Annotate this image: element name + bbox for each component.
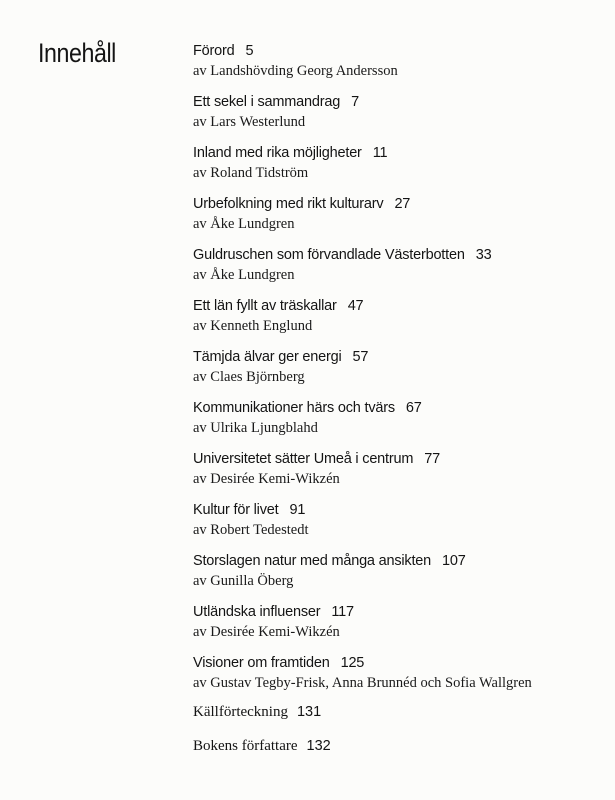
page-number: 33: [475, 247, 492, 263]
chapter-title: Förord: [193, 43, 235, 59]
chapter-title: Universitetet sätter Umeå i centrum: [193, 451, 414, 467]
chapter-author: av Robert Tedestedt: [193, 522, 309, 538]
chapter-title: Kultur för livet: [193, 502, 279, 518]
toc-entry: [193, 195, 603, 246]
toc-entry: [193, 297, 603, 348]
authors-entry: [193, 736, 331, 756]
chapter-author: av Åke Lundgren: [193, 216, 295, 232]
chapter-author: av Ulrika Ljungblahd: [193, 420, 318, 436]
page-number: 57: [352, 349, 369, 365]
page-number: 27: [394, 196, 411, 212]
chapter-author: av Roland Tidström: [193, 165, 309, 181]
page-number: 67: [405, 400, 422, 416]
chapter-author: av Gunilla Öberg: [193, 573, 294, 589]
toc-entry: [193, 501, 603, 552]
page-number: 125: [340, 655, 365, 671]
chapter-author: av Gustav Tegby-Frisk, Anna Brunnéd och Sofia Wallgren: [193, 675, 532, 691]
page-number: 11: [372, 145, 388, 161]
toc-entry: [193, 552, 603, 603]
page-number: 132: [306, 738, 331, 754]
page-number: 47: [347, 298, 364, 314]
page-number: 107: [442, 553, 466, 569]
page-number: 5: [245, 43, 254, 59]
page-number: 91: [289, 502, 306, 518]
toc-entry: [193, 348, 603, 399]
page-number: 77: [424, 451, 440, 467]
chapter-title: Utländska influenser: [193, 604, 321, 620]
chapter-author: av Lars Westerlund: [193, 114, 306, 130]
authors-title: Bokens författare: [193, 738, 298, 754]
toc-entry: [193, 399, 603, 450]
chapter-author: av Desirée Kemi-Wikzén: [193, 624, 340, 640]
page-number: 131: [296, 704, 322, 720]
page-number: 117: [331, 604, 354, 620]
toc-entry: [193, 450, 603, 501]
page-number: 7: [351, 94, 359, 110]
toc-entry: [193, 93, 603, 144]
chapter-title: Inland med rika möjligheter: [193, 145, 362, 161]
table-of-contents: [193, 42, 603, 705]
chapter-author: av Kenneth Englund: [193, 318, 313, 334]
references-entry: [193, 702, 321, 722]
chapter-author: av Landshövding Georg Andersson: [193, 63, 398, 79]
toc-entry: [193, 654, 603, 705]
toc-entry: [193, 603, 603, 654]
chapter-author: av Åke Lundgren: [193, 267, 295, 283]
chapter-title: Guldruschen som förvandlade Västerbotten: [193, 247, 465, 263]
chapter-title: Ett sekel i sammandrag: [193, 94, 341, 110]
page-title: Innehåll: [38, 38, 116, 68]
chapter-title: Storslagen natur med många ansikten: [193, 553, 432, 569]
references-title: Källförteckning: [193, 704, 288, 720]
chapter-author: av Desirée Kemi-Wikzén: [193, 471, 340, 487]
toc-entry: [193, 144, 603, 195]
toc-entry: [193, 246, 603, 297]
chapter-title: Tämjda älvar ger energi: [193, 349, 342, 365]
chapter-title: Ett län fyllt av träskallar: [193, 298, 337, 314]
chapter-author: av Claes Björnberg: [193, 369, 305, 385]
chapter-title: Kommunikationer härs och tvärs: [193, 400, 395, 416]
toc-entry: [193, 42, 603, 93]
chapter-title: Urbefolkning med rikt kulturarv: [193, 196, 384, 212]
chapter-title: Visioner om framtiden: [193, 655, 330, 671]
